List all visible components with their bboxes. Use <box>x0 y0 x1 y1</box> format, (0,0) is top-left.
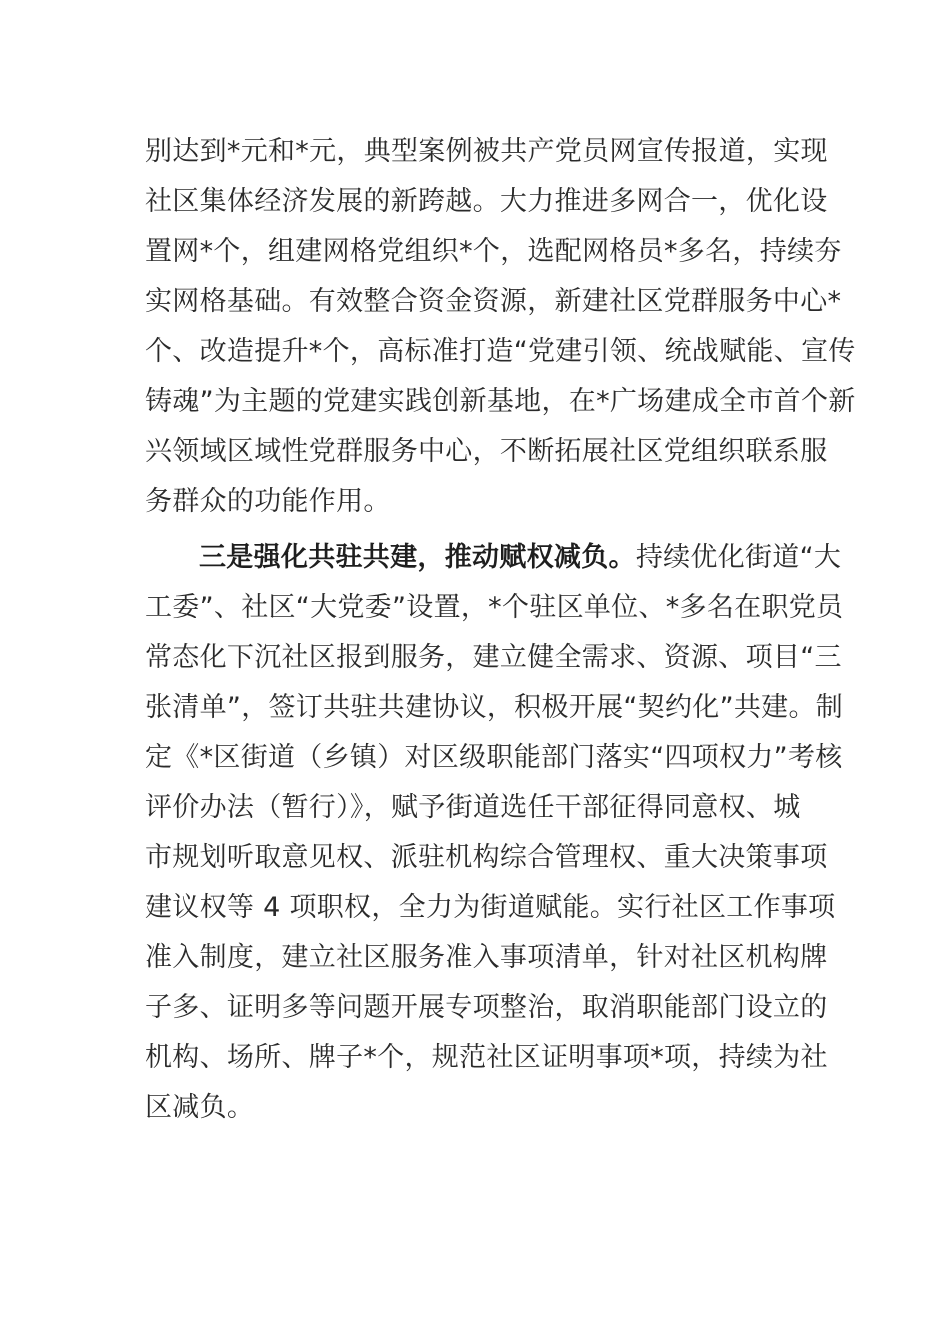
paragraph-2-line: 定《*区街道（乡镇）对区级职能部门落实“四项权力”考核 <box>145 742 843 773</box>
paragraph-2-line: 机构、场所、牌子*个，规范社区证明事项*项，持续为社 <box>145 1042 828 1073</box>
paragraph-1-line: 置网*个，组建网格党组织*个，选配网格员*多名，持续夯 <box>145 236 842 267</box>
paragraph-1-line: 社区集体经济发展的新跨越。大力推进多网合一，优化设 <box>145 186 828 217</box>
paragraph-2-line: 工委”、社区“大党委”设置，*个驻区单位、*多名在职党员 <box>145 592 844 623</box>
paragraph-1-line: 个、改造提升*个，高标准打造“党建引领、统战赋能、宣传 <box>145 336 856 367</box>
paragraph-2-line: 区减负。 <box>145 1092 255 1123</box>
paragraph-2-heading: 三是强化共驻共建，推动赋权减负。 <box>199 542 636 573</box>
paragraph-1-line: 务群众的功能作用。 <box>145 486 391 517</box>
paragraph-2-line: 建议权等 4 项职权，全力为街道赋能。实行社区工作事项 <box>145 892 836 923</box>
paragraph-2-first-line <box>199 533 869 583</box>
paragraph-2-line: 常态化下沉社区报到服务，建立健全需求、资源、项目“三 <box>145 642 842 673</box>
paragraph-2-line: 张清单”，签订共驻共建协议，积极开展“契约化”共建。制 <box>145 692 844 723</box>
paragraph-2-line: 子多、证明多等问题开展专项整治，取消职能部门设立的 <box>145 992 828 1023</box>
paragraph-1-line: 实网格基础。有效整合资金资源，新建社区党群服务中心* <box>145 286 842 317</box>
paragraph-1-line: 别达到*元和*元，典型案例被共产党员网宣传报道，实现 <box>145 136 828 167</box>
paragraph-2-line: 市规划听取意见权、派驻机构综合管理权、重大决策事项 <box>145 842 828 873</box>
paragraph-2-line: 评价办法（暂行）》，赋予街道选任干部征得同意权、城 <box>145 792 801 823</box>
paragraph-2-first-line-text: 持续优化街道“大 <box>635 542 842 573</box>
paragraph-1-line: 兴领域区域性党群服务中心，不断拓展社区党组织联系服 <box>145 436 828 467</box>
paragraph-2-line: 准入制度，建立社区服务准入事项清单，针对社区机构牌 <box>145 942 828 973</box>
paragraph-1-line: 铸魂”为主题的党建实践创新基地，在*广场建成全市首个新 <box>145 386 856 417</box>
